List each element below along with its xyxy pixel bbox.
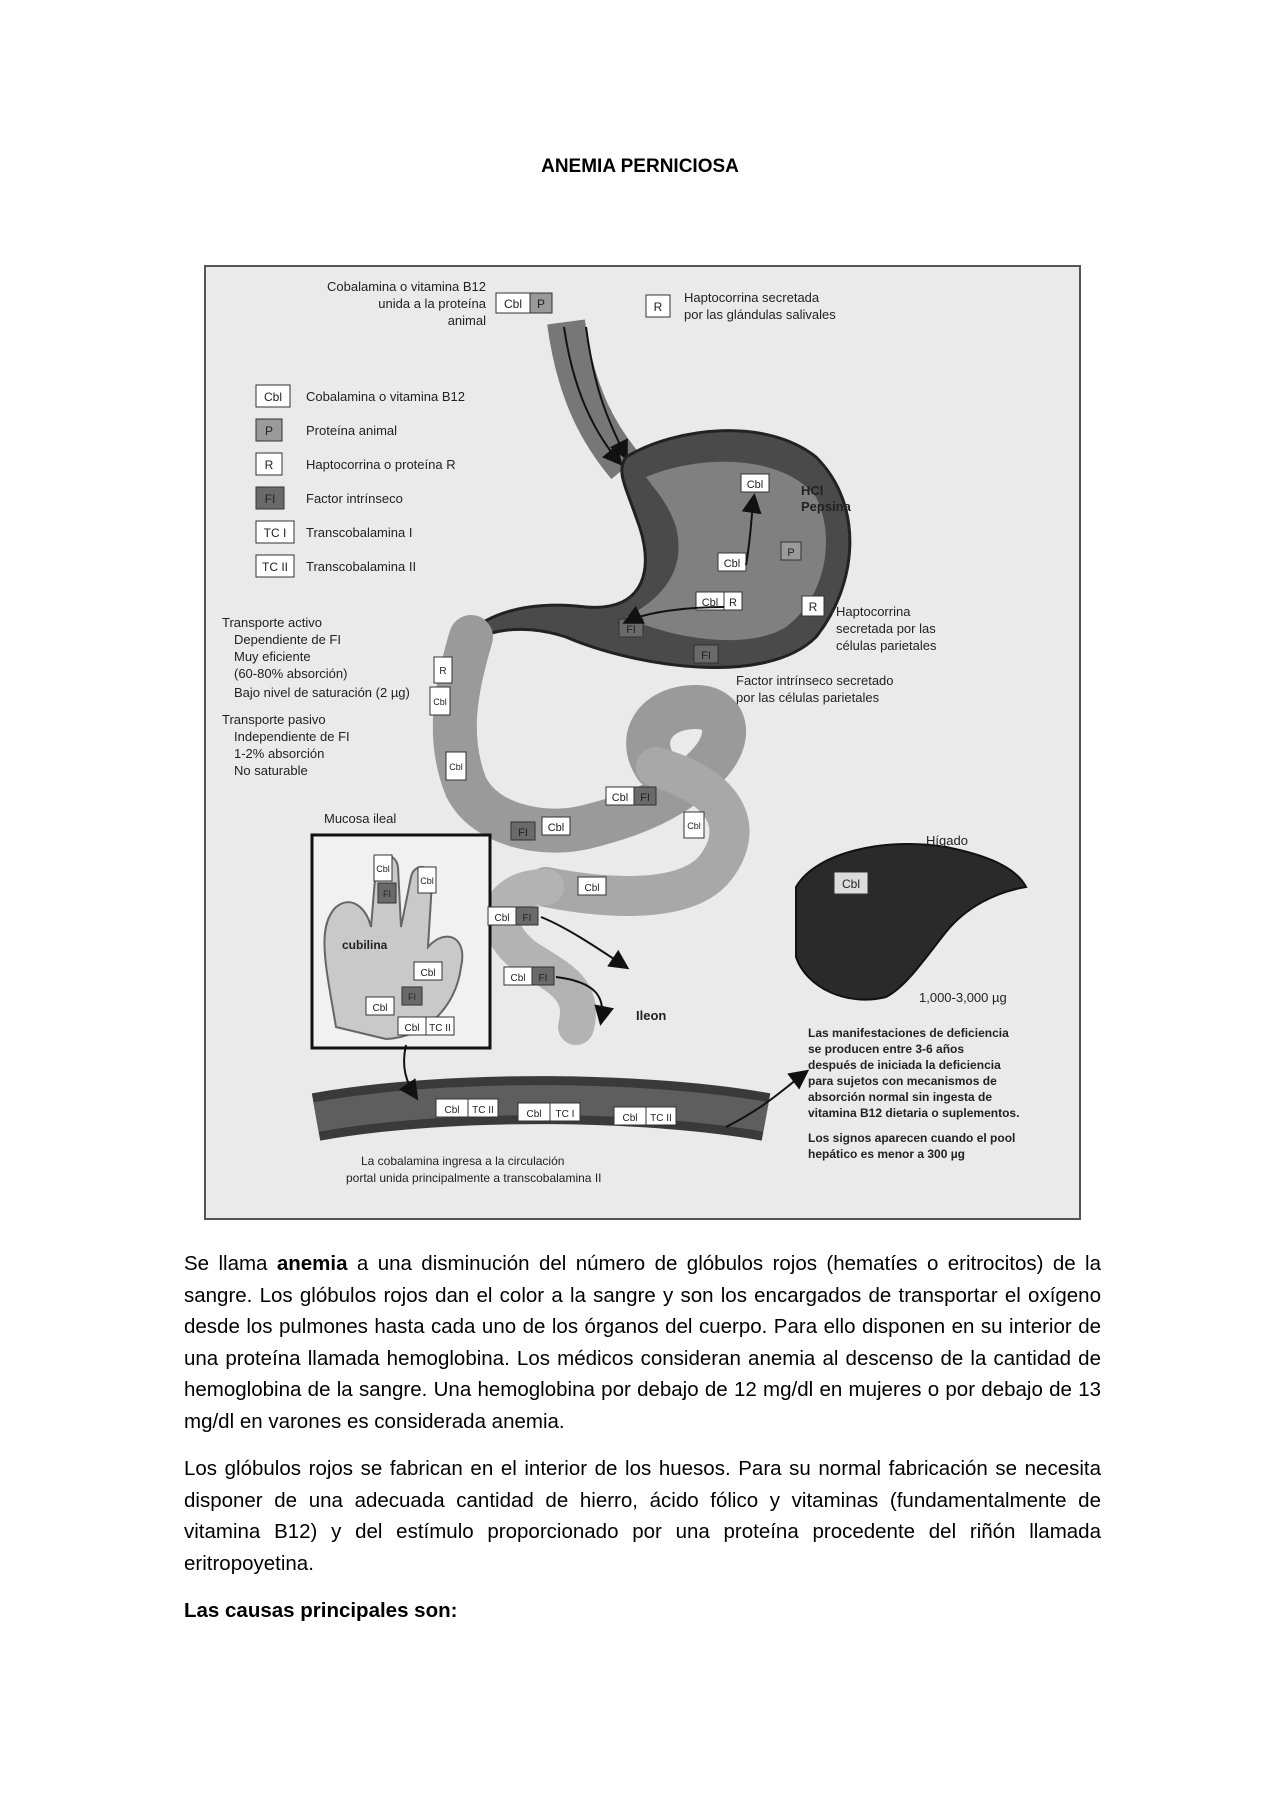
intestine-cbl-2 xyxy=(542,817,570,835)
liver-cbl xyxy=(834,872,868,894)
svg-text:Proteína animal: Proteína animal xyxy=(306,423,398,438)
active-transport-1: Transporte activo xyxy=(222,615,322,630)
active-transport-5: Bajo nivel de saturación (2 µg) xyxy=(234,685,410,700)
deficiency-1: Las manifestaciones de deficiencia xyxy=(808,1026,1009,1040)
anemia-term: anemia xyxy=(276,1252,348,1275)
portal-cbl-tc2-2 xyxy=(614,1107,676,1125)
svg-text:R: R xyxy=(729,597,737,609)
box-p: P xyxy=(536,297,546,311)
diagram-svg xyxy=(206,267,1081,1220)
svg-text:TC II: TC II xyxy=(472,1105,494,1116)
svg-text:FI: FI xyxy=(640,792,650,804)
ileum-cbl-fi-2 xyxy=(504,967,554,985)
r-box-top xyxy=(646,295,670,317)
deficiency-6: vitamina B12 dietaria o suplementos. xyxy=(808,1106,1020,1120)
svg-text:Cbl: Cbl xyxy=(420,876,434,886)
signs-2: hepático es menor a 300 µg xyxy=(808,1147,965,1161)
paragraph-anemia-definition: Se llama anemia a una disminución del número de glóbulos rojos (hematíes o eritrocitos) de la sangre. Los glóbulos rojos dan el color a la sangre y son los encargados de transportar el oxígeno desde los pulmones hasta cada uno de los órganos del cuerpo. Para ello disponen en su interior de una proteína llamada hemoglobina. Los médicos consideran anemia al descenso de la cantidad de hemoglobina de la sangre. Una hemoglobina por debajo de 12 mg/dl en mujeres o por debajo de 13 mg/dl en varones es considerada anemia. xyxy=(184,1252,1101,1433)
haptocorrin-parietal-2: secretada por las xyxy=(836,621,936,636)
intestine-cbl-r-2 xyxy=(446,752,466,780)
svg-text:Cbl: Cbl xyxy=(494,913,510,924)
mucosa-ileal-label: Mucosa ileal xyxy=(324,811,397,826)
stomach-cbl-2 xyxy=(718,553,746,571)
deficiency-5: absorción normal sin ingesta de xyxy=(808,1090,993,1104)
signs-1: Los signos aparecen cuando el pool xyxy=(808,1131,1016,1145)
liver-label: Hígado xyxy=(926,833,968,848)
stomach-r xyxy=(802,596,824,616)
liver xyxy=(796,844,1026,1000)
top-right-label-2: por las glándulas salivales xyxy=(684,307,836,322)
top-left-label-2: unida a la proteína xyxy=(378,296,486,311)
svg-text:FI: FI xyxy=(518,827,528,839)
svg-text:R: R xyxy=(808,600,818,614)
stomach-p xyxy=(781,542,801,560)
pepsina-label: Pepsina xyxy=(801,499,851,514)
hcl-label: HCl xyxy=(801,483,824,498)
svg-text:Cbl: Cbl xyxy=(701,597,719,609)
svg-text:Factor intrínseco: Factor intrínseco xyxy=(306,491,403,506)
inset-cbl-tc2 xyxy=(398,1017,454,1035)
svg-text:R: R xyxy=(439,666,447,677)
svg-text:FI: FI xyxy=(264,492,276,506)
svg-text:FI: FI xyxy=(626,624,636,636)
svg-text:Transcobalamina I: Transcobalamina I xyxy=(306,525,413,540)
deficiency-3: después de iniciada la deficiencia xyxy=(808,1058,1001,1072)
stomach-fi-2 xyxy=(694,645,718,663)
svg-text:Cbl: Cbl xyxy=(723,558,741,570)
svg-text:Cbl: Cbl xyxy=(433,697,447,707)
inset-cbl-2 xyxy=(418,867,436,893)
passive-transport-2: Independiente de FI xyxy=(234,729,350,744)
svg-text:P: P xyxy=(787,547,795,559)
deficiency-2: se producen entre 3-6 años xyxy=(808,1042,965,1056)
svg-text:Cbl: Cbl xyxy=(372,1003,388,1014)
svg-text:FI: FI xyxy=(701,650,711,662)
portal-cbl-tc1 xyxy=(518,1103,580,1121)
inset-cbl-1 xyxy=(374,855,392,881)
svg-text:Cbl: Cbl xyxy=(449,762,463,772)
portal-text-1: La cobalamina ingresa a la circulación xyxy=(361,1154,565,1168)
top-right-label-1: Haptocorrina secretada xyxy=(684,290,820,305)
legend-item-tc1 xyxy=(256,521,412,543)
box-cbl: Cbl xyxy=(503,297,523,311)
passive-transport-1: Transporte pasivo xyxy=(222,712,326,727)
ileum-cbl xyxy=(578,877,606,895)
ileon-label: Ileon xyxy=(636,1008,667,1023)
svg-text:Cbl: Cbl xyxy=(444,1105,460,1116)
legend-item-fi xyxy=(256,487,403,509)
svg-text:Cbl: Cbl xyxy=(263,390,283,404)
svg-text:TC II: TC II xyxy=(262,560,288,574)
svg-text:Cbl: Cbl xyxy=(687,821,701,831)
legend-item-cbl xyxy=(256,385,465,407)
intestine-cbl-r-1 xyxy=(434,657,452,683)
passive-transport-4: No saturable xyxy=(234,763,308,778)
inset-cbl-3 xyxy=(366,997,394,1015)
svg-text:TC II: TC II xyxy=(429,1023,451,1034)
svg-text:Cbl: Cbl xyxy=(420,968,436,979)
haptocorrin-parietal-1: Haptocorrina xyxy=(836,604,911,619)
svg-text:FI: FI xyxy=(522,913,532,924)
intrinsic-factor-label-1: Factor intrínseco secretado xyxy=(736,673,894,688)
svg-text:Cbl: Cbl xyxy=(526,1109,542,1120)
svg-text:R: R xyxy=(264,458,274,472)
svg-text:Cbl: Cbl xyxy=(510,973,526,984)
svg-text:P: P xyxy=(264,424,274,438)
legend-item-r xyxy=(256,453,456,475)
svg-text:Cbl: Cbl xyxy=(841,877,861,891)
cbl-p-complex-top xyxy=(496,293,552,313)
esophagus xyxy=(566,322,626,467)
active-transport-3: Muy eficiente xyxy=(234,649,311,664)
pernicious-anemia-diagram xyxy=(204,265,1081,1220)
svg-text:FI: FI xyxy=(538,973,548,984)
svg-text:Haptocorrina o proteína R: Haptocorrina o proteína R xyxy=(306,457,456,472)
stomach-fi-1 xyxy=(619,619,643,637)
svg-text:Cbl: Cbl xyxy=(622,1113,638,1124)
svg-text:Cobalamina o vitamina B12: Cobalamina o vitamina B12 xyxy=(306,389,465,404)
paragraph-red-cell-production: Los glóbulos rojos se fabrican en el interior de los huesos. Para su normal fabricación se necesita disponer de una adecuada cantidad de hierro, ácido fólico y vitaminas (fundamentalmente de vitamina B12) y del estímulo proporcionado por una proteína procedente del riñón llamada eritropoyetina. xyxy=(184,1457,1101,1575)
svg-text:TC I: TC I xyxy=(555,1109,575,1120)
svg-text:Transcobalamina II: Transcobalamina II xyxy=(306,559,417,574)
svg-text:Cbl: Cbl xyxy=(404,1023,420,1034)
box-r: R xyxy=(653,300,663,314)
svg-text:Cbl: Cbl xyxy=(547,822,565,834)
portal-text-2: portal unida principalmente a transcobalamina II xyxy=(346,1171,602,1185)
top-left-label-3: animal xyxy=(447,313,486,328)
body-text xyxy=(184,1248,1101,1643)
svg-text:FI: FI xyxy=(408,992,416,1002)
deficiency-4: para sujetos con mecanismos de xyxy=(808,1074,997,1088)
inset-fi-1 xyxy=(378,883,396,903)
intrinsic-factor-label-2: por las células parietales xyxy=(736,690,880,705)
svg-text:TC II: TC II xyxy=(650,1113,672,1124)
active-transport-2: Dependiente de FI xyxy=(234,632,341,647)
svg-text:Cbl: Cbl xyxy=(611,792,629,804)
intestine-cbl-fi xyxy=(606,787,656,805)
legend-item-p xyxy=(256,419,397,441)
passive-transport-3: 1-2% absorción xyxy=(234,746,325,761)
svg-text:TC I: TC I xyxy=(263,526,287,540)
page-title: ANEMIA PERNICIOSA xyxy=(541,156,739,177)
top-left-label-1: Cobalamina o vitamina B12 xyxy=(327,279,486,294)
legend xyxy=(256,385,465,577)
svg-text:Cbl: Cbl xyxy=(746,479,764,491)
svg-text:FI: FI xyxy=(383,889,391,899)
stomach-cbl-1 xyxy=(741,474,769,492)
intestine-fi-1 xyxy=(511,822,535,840)
svg-text:Cbl: Cbl xyxy=(584,883,600,894)
svg-text:Cbl: Cbl xyxy=(376,864,390,874)
intestine-cbl-3 xyxy=(684,812,704,838)
legend-item-tc2 xyxy=(256,555,416,577)
active-transport-4: (60-80% absorción) xyxy=(234,666,348,681)
causes-heading: Las causas principales son: xyxy=(184,1599,458,1622)
cubilina-label: cubilina xyxy=(342,938,388,952)
portal-cbl-tc2-1 xyxy=(436,1099,498,1117)
haptocorrin-parietal-3: células parietales xyxy=(836,638,937,653)
liver-amount: 1,000-3,000 µg xyxy=(919,990,1007,1005)
intestine-cbl-1 xyxy=(430,687,450,715)
ileum-cbl-fi-1 xyxy=(488,907,538,925)
